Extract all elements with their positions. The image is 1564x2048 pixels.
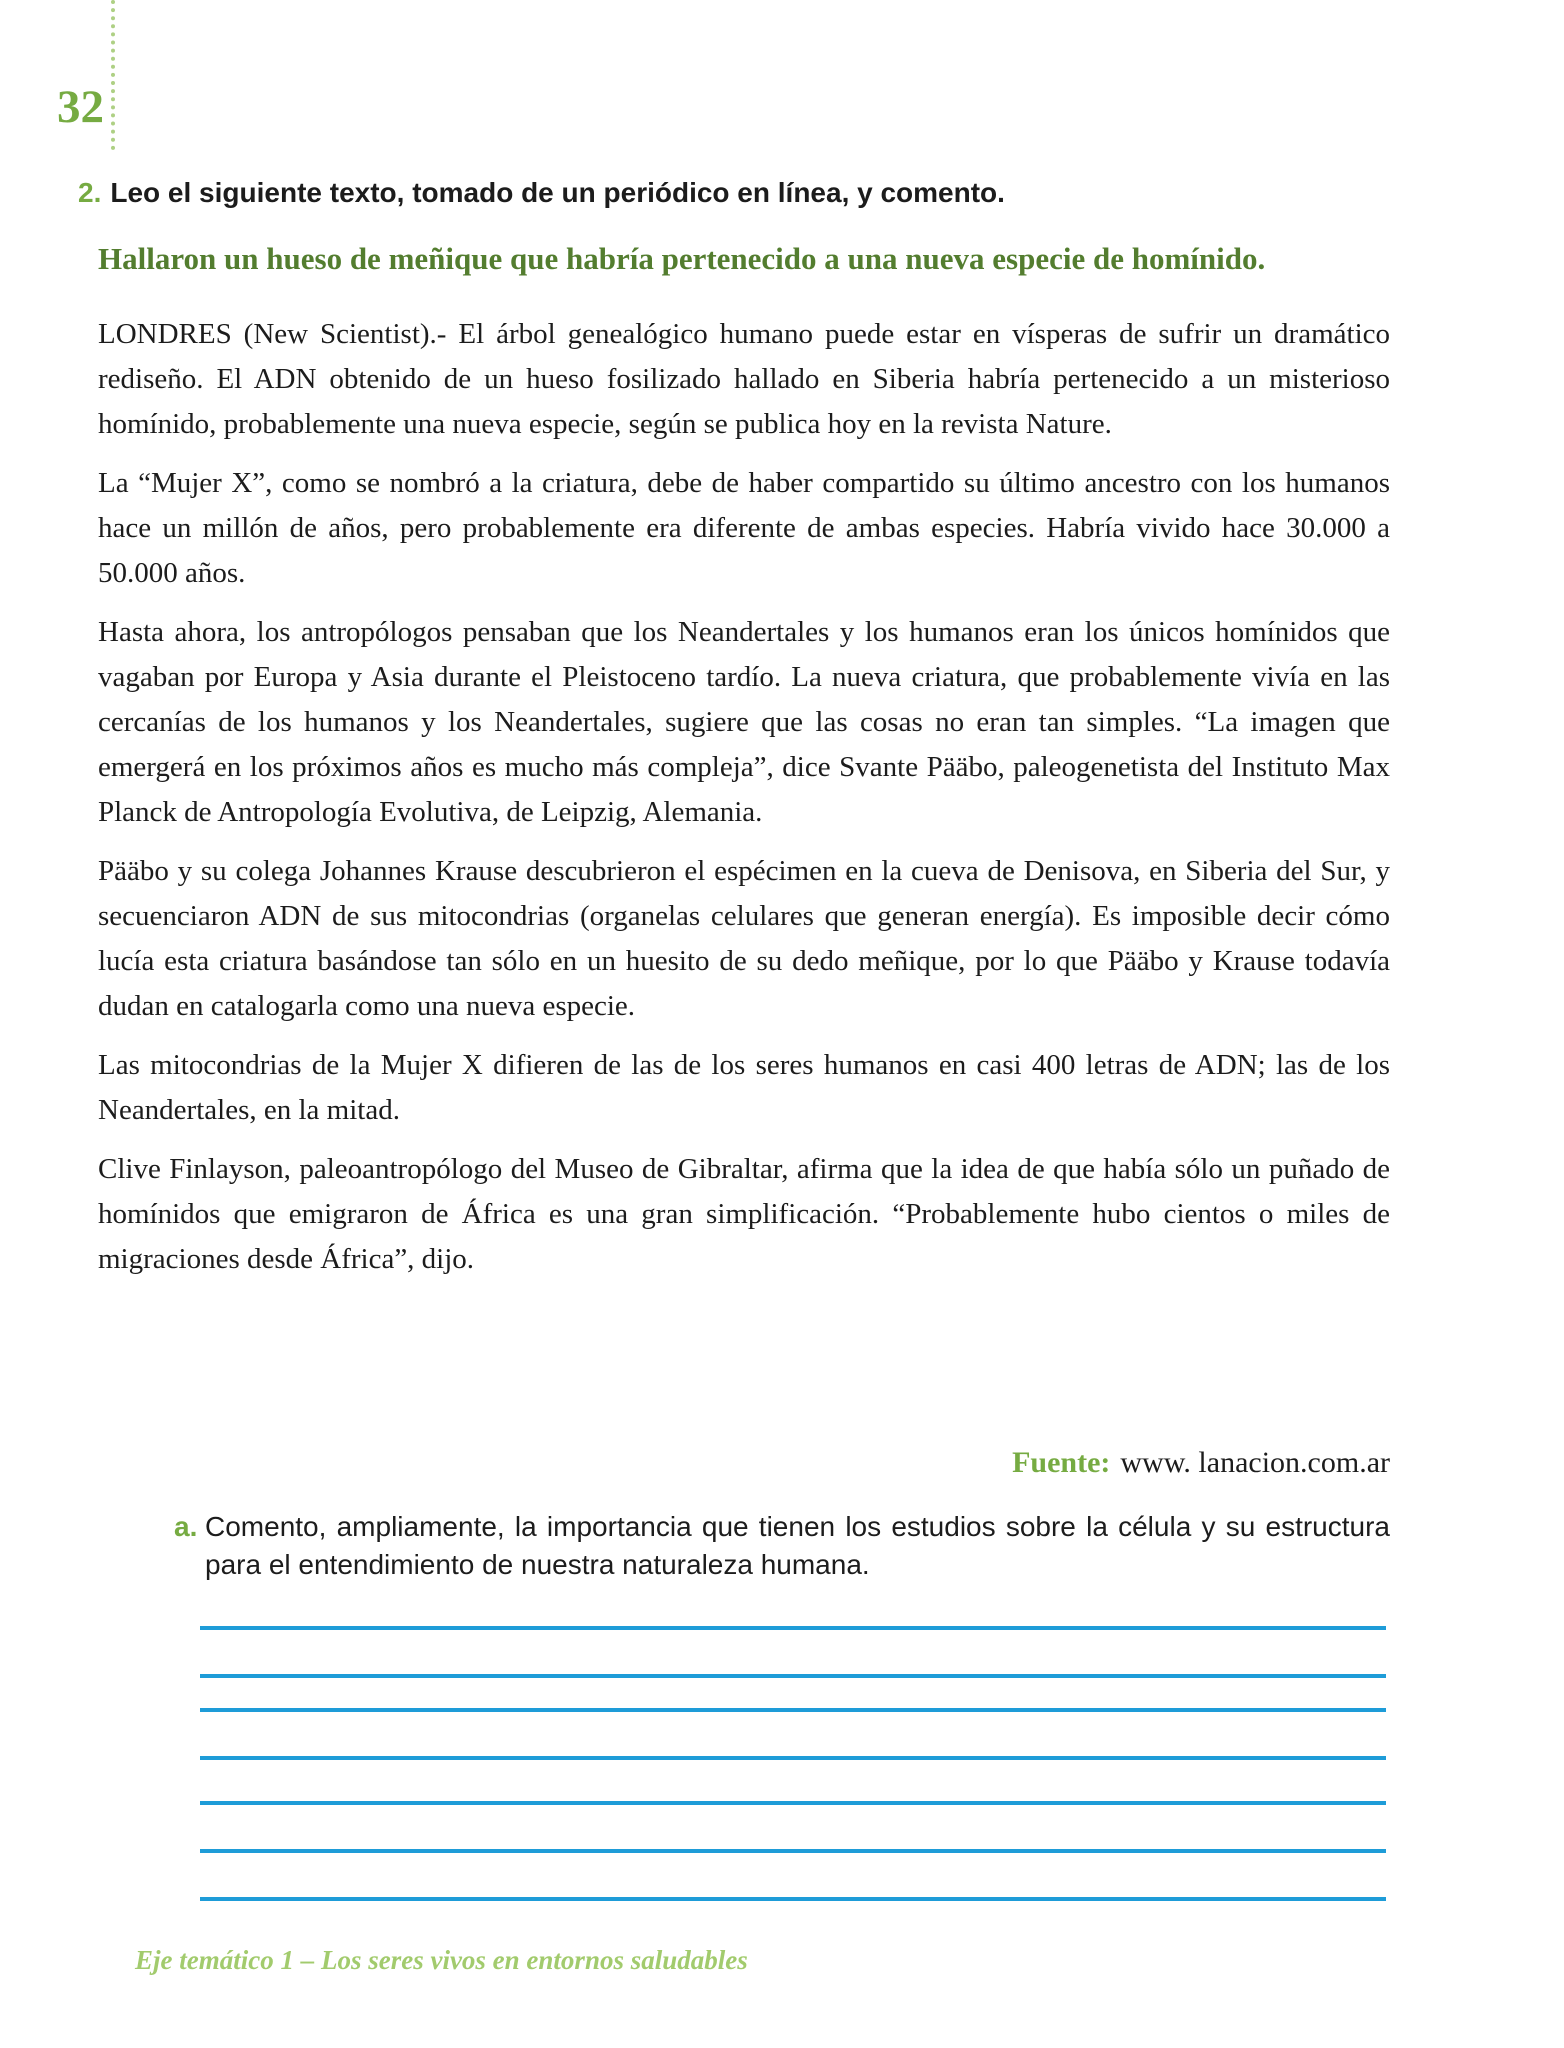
answer-line — [200, 1756, 1386, 1760]
footer-text: Eje temático 1 – Los seres vivos en entornos saludables — [135, 1945, 748, 1975]
answer-line — [200, 1626, 1386, 1630]
answer-line — [200, 1849, 1386, 1853]
article-paragraph: La “Mujer X”, como se nombró a la criatura, debe de haber compartido su último ancestro con los humanos hace un millón de años, pero probablemente era diferente de ambas especies. Habría vivido hace 30.000 a 50.000 años. — [98, 467, 1390, 589]
answer-line — [200, 1801, 1386, 1805]
exercise-instruction — [78, 176, 1390, 210]
task-a-text: Comento, ampliamente, la importancia que tienen los estudios sobre la célula y su estructura para el entendimiento de nuestra naturaleza humana. — [205, 1511, 1390, 1580]
task-a-label: a. — [174, 1511, 198, 1542]
answer-line — [200, 1674, 1386, 1678]
source-value: www. lanacion.com.ar — [1120, 1446, 1390, 1479]
article — [98, 240, 1390, 1296]
chapter-dotted-rule — [111, 0, 115, 150]
answer-line — [200, 1708, 1386, 1712]
answer-line — [200, 1897, 1386, 1901]
article-paragraph: Pääbo y su colega Johannes Krause descubrieron el espécimen en la cueva de Denisova, en Siberia del Sur, y secuenciaron ADN de sus mitocondrias (organelas celulares que generan energía). Es imposible decir cómo lucía esta criatura basándose tan sólo en un huesito de su dedo meñique, por lo que Pääbo y Krause todavía dudan en catalogarla como una nueva especie. — [98, 855, 1390, 1022]
article-paragraph: Las mitocondrias de la Mujer X difieren de las de los seres humanos en casi 400 letras de ADN; las de los Neandertales, en la mitad. — [98, 1049, 1390, 1126]
exercise-number: 2. — [78, 177, 102, 208]
article-paragraph: Hasta ahora, los antropólogos pensaban que los Neandertales y los humanos eran los únicos homínidos que vagaban por Europa y Asia durante el Pleistoceno tardío. La nueva criatura, que probablemente vivía en las cercanías de los humanos y los Neandertales, sugiere que las cosas no eran tan simples. “La imagen que emergerá en los próximos años es mucho más compleja”, dice Svante Pääbo, paleogenetista del Instituto Max Planck de Antropología Evolutiva, de Leipzig, Alemania. — [98, 616, 1390, 828]
source-line — [98, 1440, 1390, 1485]
exercise-instruction-text: Leo el siguiente texto, tomado de un periódico en línea, y comento. — [110, 177, 1005, 208]
article-headline: Hallaron un hueso de meñique que habría pertenecido a una nueva especie de homínido. — [98, 241, 1266, 276]
source-label: Fuente: — [1012, 1446, 1111, 1479]
article-paragraph: Clive Finlayson, paleoantropólogo del Museo de Gibraltar, afirma que la idea de que había sólo un puñado de homínidos que emigraron de África es una gran simplificación. “Probablemente hubo cientos o miles de migraciones desde África”, dijo. — [98, 1153, 1390, 1275]
article-paragraph: LONDRES (New Scientist).- El árbol genealógico humano puede estar en vísperas de sufrir un dramático rediseño. El ADN obtenido de un hueso fosilizado hallado en Siberia habría pertenecido a un misterioso homínido, probablemente una nueva especie, según se publica hoy en la revista Nature. — [98, 318, 1390, 440]
answer-lines — [200, 1626, 1386, 1901]
task-a — [174, 1508, 1390, 1584]
page-number: 32 — [57, 81, 104, 133]
